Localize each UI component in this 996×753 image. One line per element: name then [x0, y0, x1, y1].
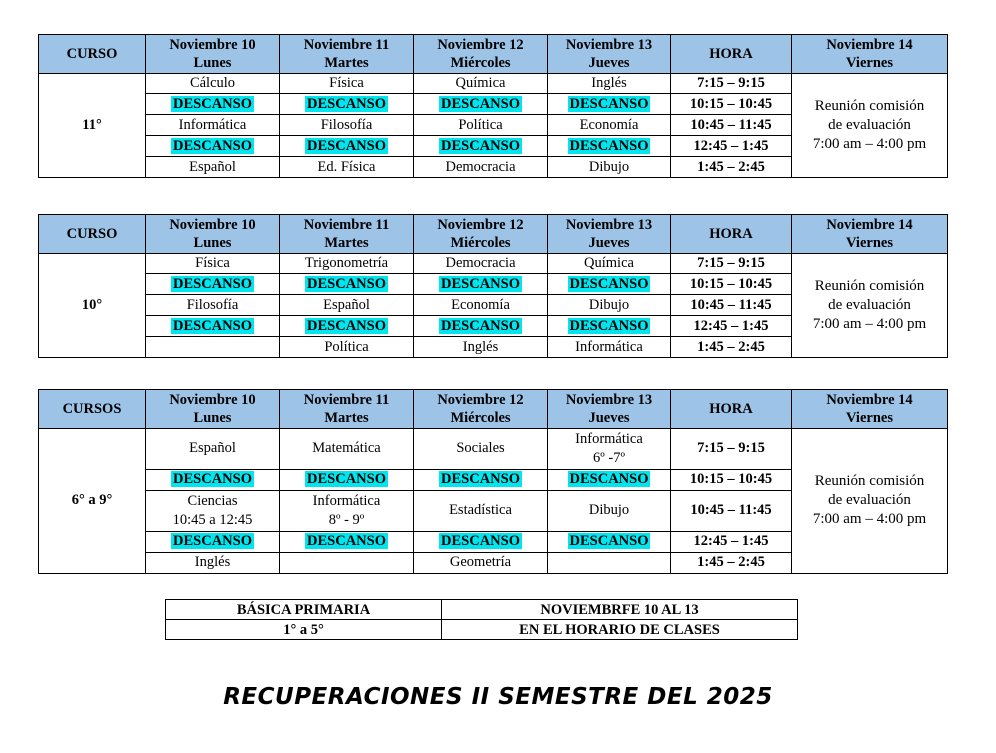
- descanso-label: DESCANSO: [441, 471, 520, 488]
- subject-cell: [414, 337, 548, 358]
- day-header: [146, 390, 280, 429]
- subject-cell: [146, 253, 280, 274]
- subject-cell: [548, 73, 671, 94]
- subject-label: Dibujo: [588, 158, 630, 175]
- subject-cell: [280, 337, 414, 358]
- subject-label: Química: [455, 75, 506, 92]
- descanso-label: DESCANSO: [569, 275, 649, 292]
- subject-cell: [146, 531, 280, 552]
- subject-cell: [280, 490, 414, 531]
- schedule-row: [39, 428, 948, 469]
- schedule-table-10: [38, 214, 948, 358]
- day-header: [280, 390, 414, 429]
- schedule-row: [39, 253, 948, 274]
- subject-label: Geometría: [449, 554, 512, 571]
- subject-cell: [548, 337, 671, 358]
- subject-cell: [414, 552, 548, 573]
- friday-note-line: 7:00 am – 4:00 pm: [812, 511, 927, 528]
- basica-schedule-note: EN EL HORARIO DE CLASES: [442, 620, 798, 640]
- subject-cell: [280, 316, 414, 337]
- descanso-label: DESCANSO: [441, 275, 520, 292]
- subject-label: Democracia: [445, 158, 516, 175]
- subject-cell: [280, 295, 414, 316]
- descanso-label: DESCANSO: [441, 533, 520, 550]
- subject-cell: [280, 136, 414, 157]
- subject-cell: [146, 469, 280, 490]
- day-header: [414, 215, 548, 254]
- day-date: Noviembre 12: [437, 216, 524, 233]
- basica-primaria-table: [165, 599, 798, 640]
- subject-label: Democracia: [445, 255, 516, 272]
- basica-grades: 1° a 5°: [166, 620, 442, 640]
- subject-label: Sociales: [456, 440, 505, 457]
- subject-cell: [280, 115, 414, 136]
- subject-label: Filosofía: [320, 116, 373, 133]
- day-header: [146, 215, 280, 254]
- day-name: Miércoles: [450, 234, 511, 251]
- day-name: Lunes: [193, 409, 232, 426]
- day-header: [414, 35, 548, 74]
- hora-cell: 12:45 – 1:45: [671, 316, 792, 337]
- subject-label: Química: [584, 255, 634, 272]
- day-date: Noviembre 12: [437, 36, 524, 53]
- subject-cell: [280, 531, 414, 552]
- hora-cell: 1:45 – 2:45: [671, 157, 792, 178]
- subject-cell: [146, 428, 280, 469]
- subject-label: Trigonometría: [304, 255, 389, 272]
- hora-cell: 10:15 – 10:45: [671, 94, 792, 115]
- day-header: [414, 390, 548, 429]
- hora-header: HORA: [671, 215, 792, 254]
- hora-cell: 10:15 – 10:45: [671, 274, 792, 295]
- day-header: [146, 35, 280, 74]
- hora-cell: 10:45 – 11:45: [671, 490, 792, 531]
- descanso-label: DESCANSO: [173, 533, 252, 550]
- friday-note-line: Reunión comisión: [814, 97, 925, 114]
- descanso-label: DESCANSO: [569, 137, 649, 154]
- descanso-label: DESCANSO: [569, 95, 649, 112]
- subject-cell: [146, 295, 280, 316]
- subject-cell: [548, 490, 671, 531]
- curso-header: CURSO: [39, 215, 146, 254]
- day-date: Noviembre 13: [565, 36, 653, 53]
- subject-cell: [146, 337, 280, 358]
- subject-cell: [280, 552, 414, 573]
- subject-label: Informática 6º -7º: [575, 430, 643, 466]
- subject-cell: [146, 115, 280, 136]
- friday-note-line: de evaluación: [828, 492, 911, 509]
- subject-cell: [548, 295, 671, 316]
- subject-cell: [414, 490, 548, 531]
- day-name: Martes: [324, 409, 369, 426]
- hora-cell: 12:45 – 1:45: [671, 531, 792, 552]
- hora-cell: 1:45 – 2:45: [671, 552, 792, 573]
- subject-cell: [280, 157, 414, 178]
- subject-label: Inglés: [194, 554, 231, 571]
- subject-cell: [548, 253, 671, 274]
- day-name: Viernes: [846, 54, 893, 71]
- basica-row: [166, 620, 798, 640]
- friday-header: [792, 35, 948, 74]
- day-header: [548, 35, 671, 74]
- subject-cell: [548, 316, 671, 337]
- descanso-label: DESCANSO: [307, 95, 386, 112]
- subject-cell: [548, 428, 671, 469]
- subject-cell: [548, 469, 671, 490]
- day-date: Noviembre 13: [565, 216, 653, 233]
- curso-cell: 10°: [39, 253, 146, 357]
- subject-cell: [146, 490, 280, 531]
- day-date: Noviembre 11: [303, 36, 390, 53]
- subject-label: Dibujo: [588, 502, 630, 519]
- schedule-table-11: [38, 34, 948, 178]
- descanso-label: DESCANSO: [173, 275, 252, 292]
- friday-header: [792, 215, 948, 254]
- hora-cell: 10:45 – 11:45: [671, 295, 792, 316]
- basica-row: [166, 600, 798, 620]
- subject-label: Política: [458, 116, 503, 133]
- day-date: Noviembre 11: [303, 391, 390, 408]
- descanso-label: DESCANSO: [441, 95, 520, 112]
- subject-cell: [548, 274, 671, 295]
- hora-header: HORA: [671, 35, 792, 74]
- subject-cell: [414, 253, 548, 274]
- day-date: Noviembre 12: [437, 391, 524, 408]
- friday-header: [792, 390, 948, 429]
- day-name: Jueves: [588, 54, 630, 71]
- hora-header: HORA: [671, 390, 792, 429]
- friday-note-line: 7:00 am – 4:00 pm: [812, 315, 927, 332]
- day-date: Noviembre 14: [826, 36, 913, 53]
- subject-cell: [280, 469, 414, 490]
- subject-label: Economía: [579, 116, 639, 133]
- friday-note-line: 7:00 am – 4:00 pm: [812, 135, 927, 152]
- day-date: Noviembre 13: [565, 391, 653, 408]
- descanso-label: DESCANSO: [569, 317, 649, 334]
- descanso-label: DESCANSO: [441, 317, 520, 334]
- descanso-label: DESCANSO: [441, 137, 520, 154]
- subject-cell: [414, 428, 548, 469]
- friday-note-cell: [792, 253, 948, 357]
- subject-cell: [414, 136, 548, 157]
- day-name: Viernes: [846, 234, 893, 251]
- day-header: [280, 215, 414, 254]
- day-name: Viernes: [846, 409, 893, 426]
- subject-label: Ed. Física: [317, 158, 376, 175]
- hora-cell: 10:45 – 11:45: [671, 115, 792, 136]
- subject-label: Cálculo: [189, 75, 236, 92]
- descanso-label: DESCANSO: [307, 317, 386, 334]
- subject-cell: [146, 274, 280, 295]
- day-header: [280, 35, 414, 74]
- friday-note-line: Reunión comisión: [814, 277, 925, 294]
- curso-cell: 6° a 9°: [39, 428, 146, 573]
- friday-note-cell: [792, 73, 948, 177]
- basica-label: BÁSICA PRIMARIA: [166, 600, 442, 620]
- descanso-label: DESCANSO: [569, 471, 649, 488]
- descanso-label: DESCANSO: [307, 137, 386, 154]
- day-name: Jueves: [588, 234, 630, 251]
- subject-label: Filosofía: [186, 296, 239, 313]
- subject-cell: [280, 94, 414, 115]
- subject-label: Dibujo: [588, 296, 630, 313]
- subject-cell: [548, 115, 671, 136]
- descanso-label: DESCANSO: [307, 275, 386, 292]
- day-name: Miércoles: [450, 54, 511, 71]
- subject-label: Informática 8º - 9º: [312, 492, 381, 528]
- friday-note-line: Reunión comisión: [814, 473, 925, 490]
- subject-label: Estadística: [449, 502, 512, 519]
- basica-dates: NOVIEMBRFE 10 AL 13: [442, 600, 798, 620]
- day-name: Jueves: [588, 409, 630, 426]
- curso-header: CURSOS: [39, 390, 146, 429]
- header-row: [39, 215, 948, 254]
- friday-note-cell: [792, 428, 948, 573]
- subject-label: Español: [323, 296, 370, 313]
- day-name: Miércoles: [450, 409, 511, 426]
- descanso-label: DESCANSO: [307, 471, 386, 488]
- subject-cell: [146, 157, 280, 178]
- friday-note-line: de evaluación: [828, 116, 911, 133]
- descanso-label: DESCANSO: [569, 533, 649, 550]
- subject-label: Ciencias 10:45 a 12:45: [172, 492, 253, 528]
- subject-label: Inglés: [591, 75, 627, 92]
- subject-cell: [280, 73, 414, 94]
- subject-cell: [414, 73, 548, 94]
- day-name: Martes: [324, 234, 369, 251]
- day-date: Noviembre 11: [303, 216, 390, 233]
- subject-cell: [548, 136, 671, 157]
- descanso-label: DESCANSO: [173, 317, 252, 334]
- subject-cell: [146, 136, 280, 157]
- descanso-label: DESCANSO: [173, 137, 252, 154]
- subject-cell: [146, 316, 280, 337]
- subject-label: Inglés: [462, 338, 499, 355]
- subject-label: Español: [189, 158, 236, 175]
- header-row: [39, 390, 948, 429]
- hora-cell: 7:15 – 9:15: [671, 253, 792, 274]
- subject-label: Informática: [178, 116, 247, 133]
- curso-header: CURSO: [39, 35, 146, 74]
- day-name: Lunes: [193, 54, 232, 71]
- subject-cell: [548, 157, 671, 178]
- descanso-label: DESCANSO: [173, 471, 252, 488]
- subject-cell: [414, 94, 548, 115]
- subject-label: Español: [189, 440, 236, 457]
- curso-cell: 11°: [39, 73, 146, 177]
- day-date: Noviembre 10: [169, 216, 256, 233]
- subject-cell: [146, 552, 280, 573]
- subject-cell: [548, 531, 671, 552]
- day-date: Noviembre 10: [169, 36, 256, 53]
- subject-label: Política: [324, 338, 369, 355]
- schedule-table-6-9: [38, 389, 948, 574]
- subject-label: Física: [329, 75, 364, 92]
- hora-cell: 1:45 – 2:45: [671, 337, 792, 358]
- subject-cell: [146, 73, 280, 94]
- subject-cell: [414, 316, 548, 337]
- day-date: Noviembre 10: [169, 391, 256, 408]
- hora-cell: 12:45 – 1:45: [671, 136, 792, 157]
- subject-cell: [414, 531, 548, 552]
- subject-cell: [414, 295, 548, 316]
- subject-cell: [280, 274, 414, 295]
- document-title: RECUPERACIONES II SEMESTRE DEL 2025: [223, 684, 773, 710]
- day-name: Martes: [324, 54, 369, 71]
- friday-note-line: de evaluación: [828, 296, 911, 313]
- hora-cell: 10:15 – 10:45: [671, 469, 792, 490]
- subject-cell: [280, 428, 414, 469]
- hora-cell: 7:15 – 9:15: [671, 73, 792, 94]
- subject-cell: [280, 253, 414, 274]
- day-header: [548, 390, 671, 429]
- subject-cell: [548, 94, 671, 115]
- day-name: Lunes: [193, 234, 232, 251]
- day-date: Noviembre 14: [826, 216, 913, 233]
- header-row: [39, 35, 948, 74]
- subject-label: Economía: [451, 296, 510, 313]
- subject-cell: [414, 115, 548, 136]
- day-date: Noviembre 14: [826, 391, 913, 408]
- subject-cell: [414, 274, 548, 295]
- subject-cell: [414, 469, 548, 490]
- subject-cell: [146, 94, 280, 115]
- subject-cell: [414, 157, 548, 178]
- hora-cell: 7:15 – 9:15: [671, 428, 792, 469]
- descanso-label: DESCANSO: [173, 95, 252, 112]
- subject-cell: [548, 552, 671, 573]
- schedule-row: [39, 73, 948, 94]
- subject-label: Informática: [575, 338, 643, 355]
- descanso-label: DESCANSO: [307, 533, 386, 550]
- subject-label: Física: [195, 255, 230, 272]
- subject-label: Matemática: [312, 440, 381, 457]
- day-header: [548, 215, 671, 254]
